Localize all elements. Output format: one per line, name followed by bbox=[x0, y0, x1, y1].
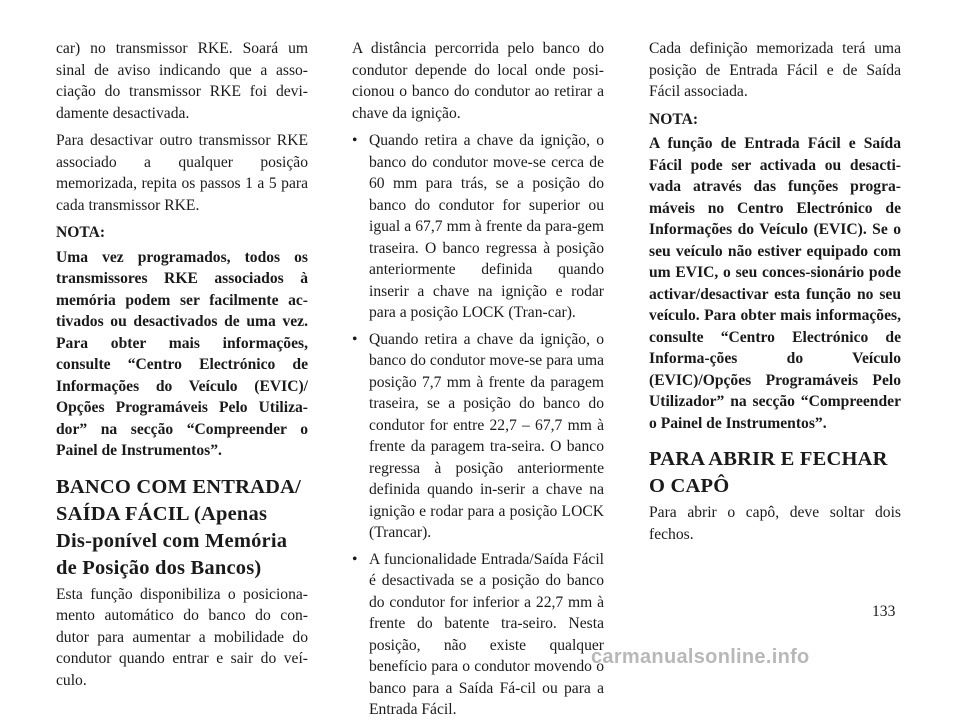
paragraph: car) no transmissor RKE. Soará um sinal de aviso indicando que a asso-ciação do transmissor RKE foi devi-damente desactivada. bbox=[56, 40, 308, 122]
column-left bbox=[56, 38, 308, 697]
note-text: A função de Entrada Fácil e Saída Fácil pode ser activada ou desacti-vada através das funções progra-máveis no Centro Electrónico de Informações do Veículo (EVIC). Se o seu veículo não estiver equipado com um EVIC, o seu conces-sionário pode activar/desactivar esta função no seu veículo. Para obter mais informações, consulte “Centro Electrónico de Informa-ções do Veículo (EVIC)/Opções Programáveis Pelo Utilizador” na secção “Compreender o Painel de Instrumentos”. bbox=[649, 135, 901, 432]
section-heading: PARA ABRIR E FECHAR O CAPÔ bbox=[649, 448, 888, 497]
list-item: • A funcionalidade Entrada/Saída Fácil é desactivada se a posição do banco do condutor for inferior a 22,7 mm à frente do batente tra-seiro. Nesta posição, não existe qualquer benefício para o condutor movendo o banco para a Saída Fá-cil ou para a Entrada Fácil. bbox=[352, 549, 604, 721]
paragraph: A distância percorrida pelo banco do condutor depende do local onde posi-cionou o banco do condutor ao retirar a chave da ignição. bbox=[352, 40, 604, 122]
paragraph: Para desactivar outro transmissor RKE associado a qualquer posição memorizada, repita os passos 1 a 5 para cada transmissor RKE. bbox=[56, 132, 308, 214]
bullet-list bbox=[352, 130, 604, 721]
watermark: carmanualsonline.info bbox=[591, 646, 810, 668]
column-middle bbox=[352, 38, 604, 727]
paragraph: Para abrir o capô, deve soltar dois fechos. bbox=[649, 504, 901, 543]
list-item: • Quando retira a chave da ignição, o banco do condutor move-se cerca de 60 mm para trás, se a posição do banco do condutor for superior ou igual a 67,7 mm à frente da para-gem traseira. O banco regressa à posição anteriormente definida quando inserir a chave na ignição e rodar para a posição LOCK (Tran-car). bbox=[352, 130, 604, 324]
paragraph: Esta função disponibiliza o posiciona-mento automático do banco do con-dutor para aumentar a mobilidade do condutor quando entrar e sair do veí-culo. bbox=[56, 585, 308, 689]
note-label: NOTA: bbox=[56, 224, 106, 241]
page-number: 133 bbox=[872, 603, 896, 620]
section-heading: BANCO COM ENTRADA/ SAÍDA FÁCIL (Apenas Dis-ponível com Memória de Posição dos Bancos) bbox=[56, 475, 302, 579]
note-label: NOTA: bbox=[649, 110, 699, 128]
paragraph: Cada definição memorizada terá uma posição de Entrada Fácil e de Saída Fácil associada. bbox=[649, 40, 901, 100]
list-item: • Quando retira a chave da ignição, o banco do condutor move-se para uma posição 7,7 mm à frente da paragem traseira, se a posição do banco do condutor for entre 22,7 – 67,7 mm à frente da paragem tra-seira. O banco regressa à posição anteriormente definida quando in-serir a chave na ignição e rodar para a posição LOCK (Trancar). bbox=[352, 329, 604, 544]
note-text: Uma vez programados, todos os transmissores RKE associados à memória podem ser facilmente ac-tivados ou desactivados de uma vez. Para obter mais informações, consulte “Centro Electrónico de Informações do Veículo (EVIC)/ Opções Programáveis Pelo Utiliza-dor” na secção “Compreender o Painel de Instrumentos”. bbox=[56, 248, 308, 459]
column-right bbox=[649, 38, 901, 551]
